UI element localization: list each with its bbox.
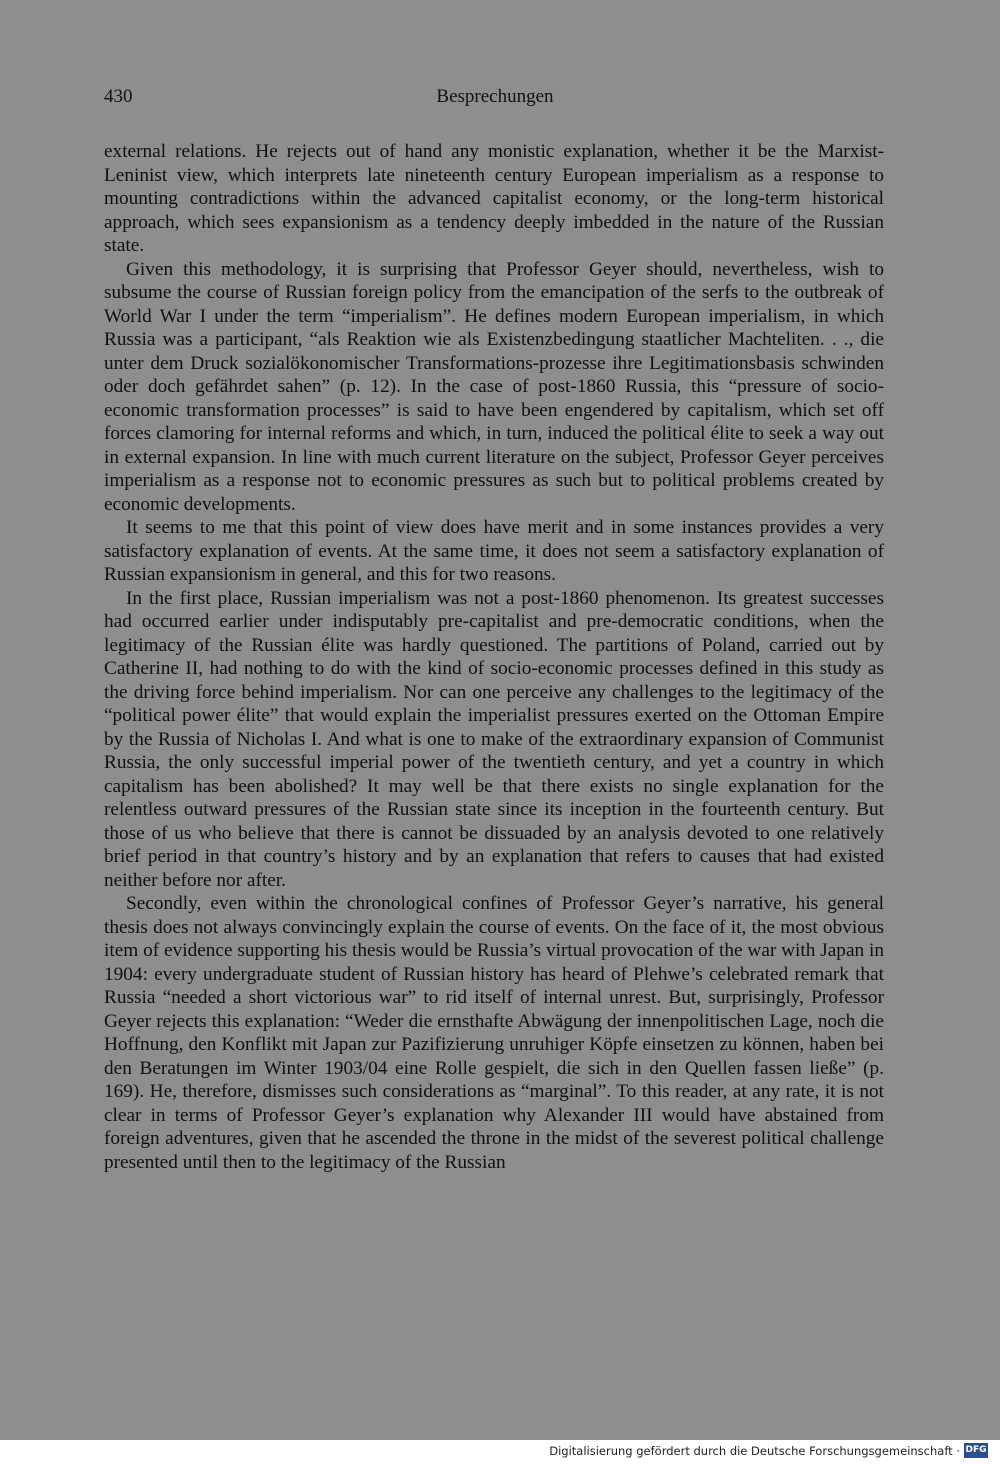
paragraph-3: It seems to me that this point of view does have merit and in some instances provides a very satisfactory explanation of events. At the same time, it does not seem a satisfactory explanation of Russian expansionism in general, and this for two reasons. <box>104 517 884 585</box>
paragraph-4: In the first place, Russian imperialism was not a post-1860 phenomenon. Its greatest successes had occurred earlier under indisputably pre-capitalist and pre-democratic conditions, when the legitimacy of the Russian élite was hardly questioned. The partitions of Poland, carried out by Catherine II, had nothing to do with the kind of socio-economic processes defined in this study as the driving force behind imperialism. Nor can one perceive any challenges to the legitimacy of the “political power élite” that would explain the imperialist pressures exerted on the Ottoman Empire by the Russia of Nicholas I. And what is one to make of the extraordinary expansion of Communist Russia, the only successful imperial power of the twentieth century, and yet a country in which capitalism has been abolished? It may well be that there exists no single explanation for the relentless outward pressures of the Russian state since its inception in the fourteenth century. But those of us who believe that there is cannot be dissuaded by an analysis devoted to one relatively brief period in that country’s history and by an explanation that refers to causes that had existed neither before nor after. <box>104 587 884 891</box>
footer-bar <box>0 1440 1000 1464</box>
dfg-logo-icon: DFG <box>964 1443 988 1458</box>
body-text <box>104 140 884 1174</box>
paragraph-1: external relations. He rejects out of hand any monistic explanation, whether it be the Marxist-Leninist view, which interprets late nineteenth century European imperialism as a response to mounting contradictions within the advanced capitalist economy, or the long-term historical approach, which sees expansionism as a tendency deeply imbedded in the nature of the Russian state. <box>104 141 884 256</box>
header-title: Besprechungen <box>436 86 554 107</box>
paragraph-5: Secondly, even within the chronological confines of Professor Geyer’s narrative, his general thesis does not always convincingly explain the course of events. On the face of it, the most obvious item of evidence supporting his thesis would be Russia’s virtual provocation of the war with Japan in 1904: every undergraduate student of Russian history has heard of Plehwe’s celebrated remark that Russia “needed a short victorious war” to rid itself of internal unrest. But, surprisingly, Professor Geyer rejects this explanation: “Weder die ernsthafte Abwägung der innenpolitischen Lage, noch die Hoffnung, den Konflikt mit Japan zur Pazifizierung unruhiger Köpfe einsetzen zu können, haben bei den Beratungen im Winter 1903/04 eine Rolle gespielt, die sich in den Quellen fassen ließe” (p. 169). He, therefore, dismisses such considerations as “marginal”. To this reader, at any rate, it is not clear in terms of Professor Geyer’s explanation why Alexander III would have abstained from foreign adventures, given that he ascended the throne in the midst of the severest political challenge presented until then to the legitimacy of the Russian <box>104 893 884 1173</box>
running-head <box>104 86 886 114</box>
footer-credit: Digitalisierung gefördert durch die Deutsche Forschungsgemeinschaft · <box>549 1444 960 1458</box>
page-number: 430 <box>104 86 133 107</box>
paragraph-2: Given this methodology, it is surprising that Professor Geyer should, nevertheless, wish to subsume the course of Russian foreign policy from the emancipation of the serfs to the outbreak of World War I under the term “imperialism”. He defines modern European imperialism, in which Russia was a participant, “als Reaktion wie als Existenzbedingung staatlicher Machteliten. . ., die unter dem Druck sozialökonomischer Transformations-prozesse ihre Legitimationsbasis schwinden oder doch gefährdet sahen” (p. 12). In the case of post-1860 Russia, this “pressure of socio-economic transformation processes” is said to have been engendered by capitalism, which set off forces clamoring for internal reforms and which, in turn, induced the political élite to seek a way out in external expansion. In line with much current literature on the subject, Professor Geyer perceives imperialism as a response not to economic pressures as such but to political problems created by economic developments. <box>104 258 884 515</box>
